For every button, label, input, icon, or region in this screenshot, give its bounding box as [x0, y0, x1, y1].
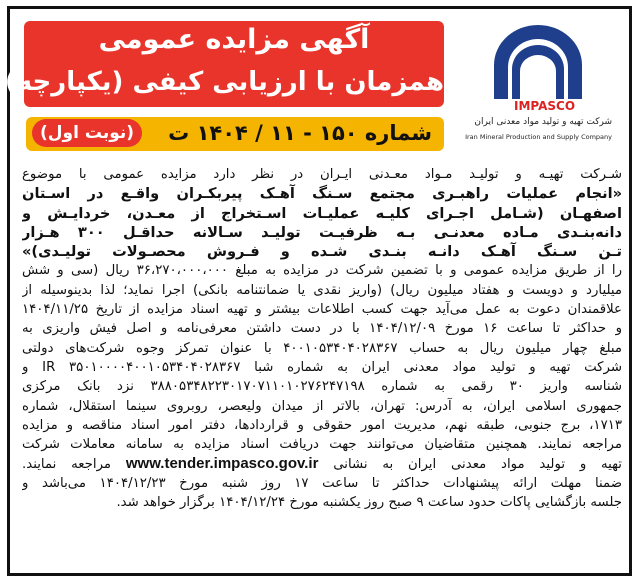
body-line: میلیارد و دویست و هفتاد میلیون ریال) (واریز نقدی یا ضمانتنامه بانکی) اجرا نماید؛ لذا بدینوسیله از	[22, 282, 622, 298]
url-line-pre: تهیه و تولید مواد معدنی ایران به نشانی	[333, 457, 622, 473]
body-line: مراجعه نمایند. همچنین متقاضیان می‌توانند جهت دریافت اسناد مزایده به سامانه معاملات شرکت	[22, 437, 622, 453]
logo-brand: IMPASCO	[514, 99, 576, 113]
header	[4, 13, 625, 163]
body-line: و حداکثر تا ساعت ۱۶ مورخ ۱۴۰۴/۱۲/۰۹ با در دست داشتن معرفی‌نامه و اصل فیش واریزی به	[22, 321, 622, 337]
body-line: دانه‌بنـدی مـاده معدنـی بـه ظرفیـت تولیـد سـالانه حداقـل ۳۰۰ هـزار	[22, 223, 622, 241]
body-line: ۱۷۱۳، برج جنوبی، طبقه نهم، مدیریت امور حقوقی و قراردادها، دفتر امور اسناد مناقصه و مزایده	[22, 417, 622, 433]
body-line: را از طریق مزایده عمومی و با تضمین شرکت در مزایده به مبلغ ۳۶،۲۷۰،۰۰۰،۰۰۰ ریال (سی و شش	[22, 263, 622, 279]
advertisement-body	[22, 165, 622, 512]
title-banner	[4, 21, 444, 107]
auction-number: شماره ۱۵۰ - ۱۱ / ۱۴۰۴ ت	[168, 121, 432, 145]
body-line: علاقمندان دعوت به عمل می‌آید جهت کسب اطلاعات بیشتر و تهیه اسناد مزایده از تاریخ ۱۴۰۴/۱۱/۲۵	[22, 302, 622, 318]
body-line: ضمنا مهلت ارائه پیشنهادات حداکثر تا ساعت ۱۷ روز شنبه مورخ ۱۴۰۴/۱۲/۲۳ می‌باشد و	[22, 475, 622, 491]
body-line: جمهوری اسلامی ایران، به آدرس: تهران، بالاتر از میدان ولیعصر، روبروی سینما استقلال، شماره	[22, 398, 622, 414]
advertisement-frame	[4, 6, 632, 576]
body-line: شرکت تهیه و تولید مواد معدنی ایران به شماره شبا IR ۳۵۰۱۰۰۰۰۴۰۰۱۰۵۳۴۰۴۰۲۸۳۶۷ و	[22, 359, 622, 375]
body-line: اصفهـان (شـامل اجـرای کلیـه عملیـات اسـتخراج از معـدن، خردایـش و	[22, 204, 622, 222]
body-line-url	[22, 454, 622, 473]
number-bar	[26, 117, 444, 151]
body-line: «انجام عملیات راهبـری مجتمع سـنگ آهـک پیربکـران واقـع در اسـتان	[22, 185, 622, 203]
body-line: شناسه واریز ۳۰ رقمی به شماره ۳۸۸۰۵۳۴۸۲۲۳۰۱۷۰۷۱۱۰۱۰۲۷۶۲۴۷۱۹۸ نزد بانک مرکزی	[22, 379, 622, 395]
tender-website-link[interactable]: www.tender.impasco.gov.ir	[125, 455, 319, 473]
title-line-1: آگهی مزایده عمومی	[98, 24, 370, 55]
impasco-arch-icon	[488, 23, 588, 101]
url-line-post: مراجعه نمایند.	[22, 457, 112, 473]
company-logo	[466, 23, 614, 151]
body-line: جلسه بازگشایی پاکات حدود ساعت ۹ صبح روز یکشنبه مورخ ۱۴۰۴/۱۲/۲۴ برگزار خواهد شد.	[116, 495, 622, 511]
title-line-2: همزمان با ارزیابی کیفی (یکپارچه)	[4, 67, 444, 97]
company-name-fa: شرکت تهیه و تولید مواد معدنی ایران	[474, 117, 612, 127]
body-line: مبلغ چهار میلیون ریال به حساب ۴۰۰۱۰۵۳۴۰۴۰۲۸۳۶۷ با عنوان تمرکز وجوه شرکت‌های دولتی	[22, 340, 622, 356]
body-line: شـرکت تهیـه و تولیـد مـواد معـدنی ایـران در نظر دارد مزایده عمومی با موضوع	[22, 167, 622, 182]
company-name-en: Iran Mineral Production and Supply Company	[465, 133, 612, 141]
round-badge: (نوبت اول)	[32, 119, 142, 147]
body-line: تـن سـنگ آهـک دانـه بنـدی شـده و فـروش محصـولات تولیـدی)»	[22, 243, 622, 261]
